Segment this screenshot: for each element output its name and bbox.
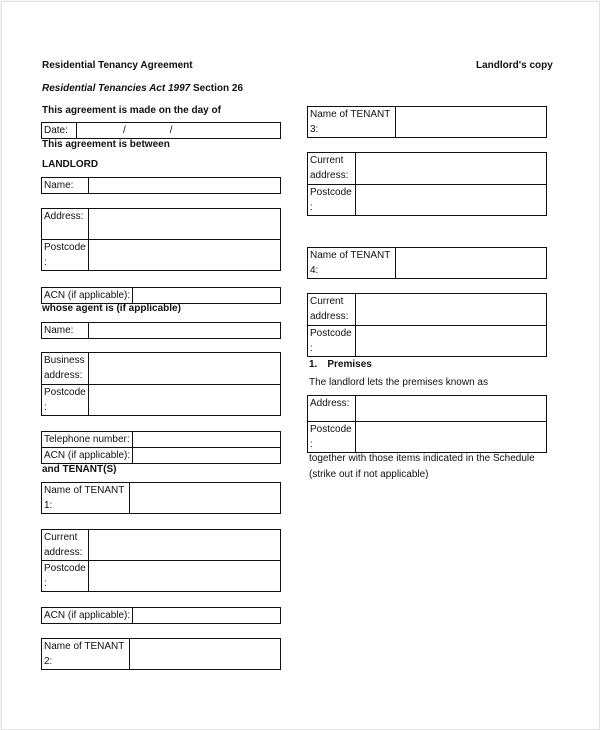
act-name: Residential Tenancies Act 1997 [42, 83, 191, 94]
tenant1-name-input[interactable] [130, 483, 281, 514]
strike-out-note: (strike out if not applicable) [309, 469, 429, 480]
address-label: Address: [42, 209, 89, 240]
date-input[interactable] [77, 123, 281, 139]
landlord-address-input[interactable] [89, 209, 281, 240]
postcode-label: Postcode : [308, 326, 356, 357]
tenant2-name-input[interactable] [130, 639, 281, 670]
premises-postcode-input[interactable] [356, 422, 547, 453]
date-field [41, 122, 281, 139]
landlord-name-field [41, 177, 281, 194]
name-label: Name: [42, 178, 89, 194]
tenant3-address-input[interactable] [356, 153, 547, 185]
postcode-label: Postcode : [42, 385, 89, 416]
tenant3-name-input[interactable] [396, 107, 547, 138]
agent-name-input[interactable] [89, 323, 281, 339]
tenant-acn-input[interactable] [133, 608, 281, 624]
tenant-postcode-input[interactable] [89, 561, 281, 592]
landlord-postcode-input[interactable] [89, 240, 281, 271]
postcode-label: Postcode : [308, 422, 356, 453]
landlord-heading: LANDLORD [42, 159, 99, 170]
landlord-acn-field [41, 287, 281, 304]
tenant3-label: Name of TENANT 3: [308, 107, 396, 138]
acn-label: ACN (if applicable): [42, 288, 133, 304]
current-address-label: Current address: [308, 294, 356, 326]
tenant-address-input[interactable] [89, 530, 281, 561]
agent-name-field [41, 322, 281, 339]
agent-address-table [41, 352, 281, 416]
premises-intro: The landlord lets the premises known as [309, 377, 488, 388]
acn-label: ACN (if applicable): [42, 608, 133, 624]
agent-acn-input[interactable] [133, 448, 281, 464]
tenant4-address-table [307, 293, 547, 357]
postcode-label: Postcode : [308, 185, 356, 216]
acn-label: ACN (if applicable): [42, 448, 133, 464]
tenant-acn-field [41, 607, 281, 624]
together-text: together with those items indicated in the Schedule [309, 453, 535, 464]
tenant4-label: Name of TENANT 4: [308, 248, 396, 279]
made-on-text: This agreement is made on the day of [42, 105, 221, 116]
tenant4-name-input[interactable] [396, 248, 547, 279]
tenant2-label: Name of TENANT 2: [42, 639, 130, 670]
business-address-label: Business address: [42, 353, 89, 385]
date-separator: / [123, 125, 126, 136]
name-label: Name: [42, 323, 89, 339]
tenant-address-table [41, 529, 281, 592]
landlord-name-input[interactable] [89, 178, 281, 194]
section-number: 1. [309, 359, 318, 370]
between-text: This agreement is between [42, 139, 170, 150]
premises-address-table [307, 395, 547, 453]
tenant2-name-field [41, 638, 281, 670]
date-separator: / [169, 125, 173, 136]
section-title: Premises [327, 359, 372, 370]
premises-address-input[interactable] [356, 396, 547, 422]
tenant3-address-table [307, 152, 547, 216]
act-reference [42, 83, 243, 95]
current-address-label: Current address: [308, 153, 356, 185]
copy-label: Landlord's copy [476, 60, 553, 71]
landlord-acn-input[interactable] [133, 288, 281, 304]
postcode-label: Postcode : [42, 240, 89, 271]
postcode-label: Postcode : [42, 561, 89, 592]
document-title: Residential Tenancy Agreement [42, 60, 193, 71]
landlord-address-table [41, 208, 281, 271]
agent-address-input[interactable] [89, 353, 281, 385]
act-section: Section 26 [190, 83, 244, 94]
tenant3-postcode-input[interactable] [356, 185, 547, 216]
tenants-heading: and TENANT(S) [42, 464, 117, 475]
tenant4-address-input[interactable] [356, 294, 547, 326]
agent-contact-table [41, 431, 281, 464]
tenant3-name-field [307, 106, 547, 138]
agent-heading: whose agent is (if applicable) [42, 303, 181, 314]
tenant4-name-field [307, 247, 547, 279]
agent-postcode-input[interactable] [89, 385, 281, 416]
tenant1-name-field [41, 482, 281, 514]
document-page [1, 1, 600, 730]
premises-heading [309, 359, 372, 371]
current-address-label: Current address: [42, 530, 89, 561]
agent-telephone-input[interactable] [133, 432, 281, 448]
date-label: Date: [42, 123, 77, 139]
tenant1-label: Name of TENANT 1: [42, 483, 130, 514]
address-label: Address: [308, 396, 356, 422]
tenant4-postcode-input[interactable] [356, 326, 547, 357]
telephone-label: Telephone number: [42, 432, 133, 448]
